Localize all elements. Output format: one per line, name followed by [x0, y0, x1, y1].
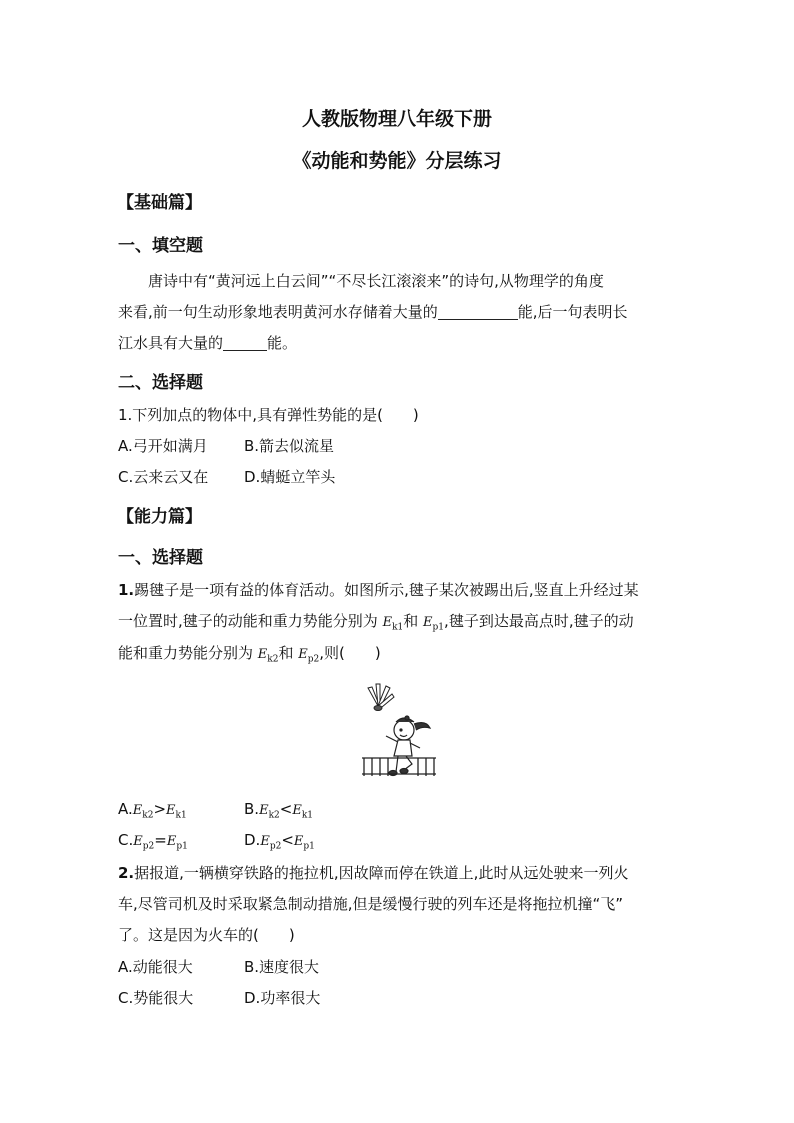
- ability-q1-option-b[interactable]: $B.E_{k2}<E_{k1}$: [244, 800, 314, 821]
- ability-q1-options-row-1: [118, 800, 313, 821]
- basic-q1-options-row-1: [118, 435, 334, 456]
- symbol-ek2: $E_{k2}$: [257, 647, 279, 665]
- ability-q2-number: 2.: [118, 864, 135, 882]
- choice-heading-ability: 一、选择题: [118, 548, 203, 568]
- page-title: 人教版物理八年级下册: [301, 108, 492, 130]
- fill-line-2-text-b: 能,后一句表明长: [517, 303, 628, 321]
- answer-blank-2[interactable]: [223, 335, 267, 351]
- ability-q2-line-3: 了。这是因为火车的( ): [118, 926, 295, 944]
- ability-q2-option-a[interactable]: A.动能很大: [118, 958, 193, 976]
- basic-q1-option-b[interactable]: B.箭去似流星: [244, 437, 335, 455]
- ability-q1-line-2-a: 一位置时,毽子的动能和重力势能分别为: [118, 612, 378, 630]
- girl-kicking-shuttlecock-icon: [352, 680, 438, 784]
- ability-section-label: 【能力篇】: [117, 507, 202, 527]
- ability-q2-option-d[interactable]: D.功率很大: [244, 989, 321, 1007]
- basic-section-label: 【基础篇】: [117, 193, 202, 213]
- fill-question-line-1: 唐诗中有“黄河远上白云间”“不尽长江滚滚来”的诗句,从物理学的角度: [148, 272, 604, 290]
- ability-q1-option-d[interactable]: $D.E_{p2}<E_{p1}$: [244, 831, 315, 852]
- ability-q2-line-2: 车,尽管司机及时采取紧急制动措施,但是缓慢行驶的列车还是将拖拉机撞“飞”: [118, 895, 624, 913]
- ability-q1-line-1: [118, 579, 639, 600]
- ability-q1-line-1-text: 踢毽子是一项有益的体育活动。如图所示,毽子某次被踢出后,竖直上升经过某: [134, 581, 639, 599]
- basic-q1-option-a[interactable]: A.弓开如满月: [118, 437, 208, 455]
- ability-q1-option-a[interactable]: $A.E_{k2}>E_{k1}$: [118, 800, 187, 821]
- fill-line-3-text-a: 江水具有大量的: [118, 334, 224, 352]
- ability-q2-options-row-1: [118, 956, 319, 977]
- choice-heading-basic: 二、选择题: [118, 373, 203, 393]
- ability-q2-line-1: [118, 862, 628, 883]
- ability-q1-line-2-c: ,毽子到达最高点时,毽子的动: [444, 612, 634, 630]
- symbol-ep2: $E_{p2}$: [298, 647, 320, 665]
- fill-blank-heading: 一、填空题: [118, 236, 203, 256]
- answer-blank-1[interactable]: [438, 304, 518, 320]
- symbol-ek1: $E_{k1}$: [382, 615, 404, 633]
- ability-q2-options-row-2: [118, 987, 320, 1008]
- ability-q1-number: 1.: [118, 581, 135, 599]
- fill-question-line-3: [118, 332, 297, 353]
- ability-q1-option-c[interactable]: $C.E_{p2}=E_{p1}$: [118, 831, 188, 852]
- symbol-ep1: $E_{p1}$: [423, 615, 445, 633]
- ability-q1-line-2-b: 和: [403, 612, 419, 630]
- ability-q1-line-3: [118, 642, 381, 665]
- fill-line-3-text-b: 能。: [267, 334, 298, 352]
- ability-q2-option-b[interactable]: B.速度很大: [244, 958, 320, 976]
- basic-q1-options-row-2: [118, 466, 335, 487]
- ability-q2-option-c[interactable]: C.势能很大: [118, 989, 194, 1007]
- basic-q1-option-c[interactable]: C.云来云又在: [118, 468, 209, 486]
- ability-q1-line-3-a: 能和重力势能分别为: [118, 644, 254, 662]
- ability-q1-options-row-2: [118, 831, 315, 852]
- basic-q1-stem: 1.下列加点的物体中,具有弹性势能的是( ): [118, 406, 419, 424]
- fill-question-line-2: [118, 301, 628, 322]
- ability-q2-line-1-text: 据报道,一辆横穿铁路的拖拉机,因故障而停在铁道上,此时从远处驶来一列火: [134, 864, 629, 882]
- fill-line-2-text-a: 来看,前一句生动形象地表明黄河水存储着大量的: [118, 303, 438, 321]
- ability-q1-line-3-b: 和: [278, 644, 294, 662]
- basic-q1-option-d[interactable]: D.蜻蜓立竿头: [244, 468, 336, 486]
- ability-q1-line-3-c: ,则( ): [319, 644, 381, 662]
- ability-q1-line-2: [118, 610, 634, 633]
- page-subtitle: 《动能和势能》分层练习: [292, 150, 502, 172]
